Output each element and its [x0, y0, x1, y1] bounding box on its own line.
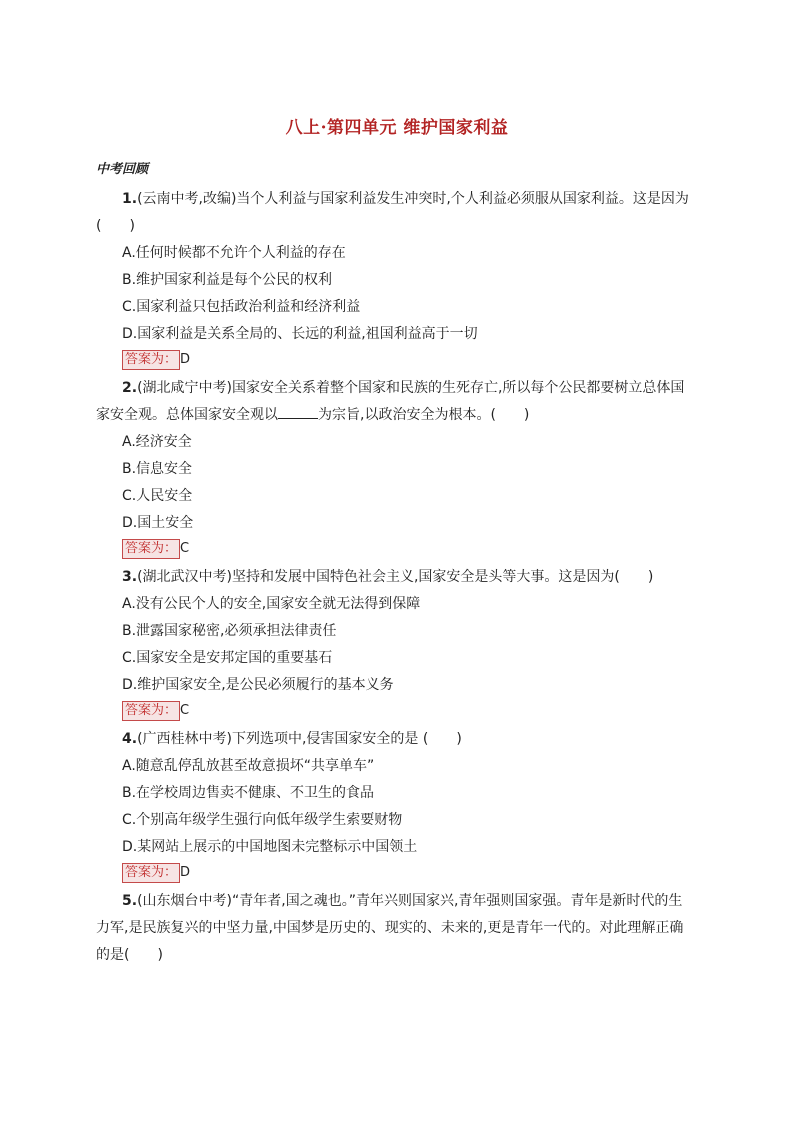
- answer-row: [96, 700, 696, 722]
- question-number: 3.: [122, 569, 138, 585]
- question-text: (广西桂林中考)下列选项中,侵害国家安全的是 ( ): [137, 731, 462, 747]
- option-d: D.维护国家安全,是公民必须履行的基本义务: [122, 677, 394, 693]
- answer-row: [96, 349, 696, 371]
- question-number: 5.: [122, 893, 138, 909]
- option-a: A.任何时候都不允许个人利益的存在: [122, 245, 346, 261]
- option-a: A.经济安全: [122, 434, 192, 450]
- option-c: C.国家安全是安邦定国的重要基石: [122, 650, 333, 666]
- question-stem: [96, 375, 696, 429]
- question-number: 1.: [122, 191, 138, 207]
- option-b: B.信息安全: [122, 461, 193, 477]
- answer-value: D: [180, 865, 191, 880]
- option-d: D.某网站上展示的中国地图未完整标示中国领土: [122, 839, 418, 855]
- option-a: A.没有公民个人的安全,国家安全就无法得到保障: [122, 596, 421, 612]
- option-b: B.维护国家利益是每个公民的权利: [122, 272, 333, 288]
- answer-label: 答案为：: [122, 701, 180, 721]
- question-1: [96, 186, 696, 371]
- question-5: [96, 888, 696, 969]
- option-b: B.泄露国家秘密,必须承担法律责任: [122, 623, 337, 639]
- answer-label: 答案为：: [122, 539, 180, 559]
- page-title: 八上·第四单元 维护国家利益: [285, 118, 509, 138]
- option-b: B.在学校周边售卖不健康、不卫生的食品: [122, 785, 375, 801]
- answer-label: 答案为：: [122, 863, 180, 883]
- question-text: (湖北武汉中考)坚持和发展中国特色社会主义,国家安全是头等大事。这是因为( ): [137, 569, 654, 585]
- question-stem: [96, 726, 696, 753]
- question-text: (云南中考,改编)当个人利益与国家利益发生冲突时,个人利益必须服从国家利益。这是因为( ): [96, 191, 689, 234]
- question-text-after-blank: 为宗旨,以政治安全为根本。( ): [318, 407, 530, 423]
- question-list: [96, 186, 696, 969]
- answer-row: [96, 538, 696, 560]
- fill-in-blank: [278, 404, 318, 419]
- answer-value: D: [180, 352, 191, 367]
- option-c: C.人民安全: [122, 488, 193, 504]
- question-number: 4.: [122, 731, 138, 747]
- question-stem: [96, 186, 696, 240]
- question-3: [96, 564, 696, 722]
- question-text: (山东烟台中考)“青年者,国之魂也。”青年兴则国家兴,青年强则国家强。青年是新时代的生力军,是民族复兴的中坚力量,中国梦是历史的、现实的、未来的,更是青年一代的。对此理解正确的是( ): [96, 893, 684, 963]
- question-number: 2.: [122, 380, 138, 396]
- option-d: D.国土安全: [122, 515, 194, 531]
- section-heading: 中考回顾: [96, 162, 149, 177]
- answer-value: C: [180, 541, 190, 556]
- answer-row: [96, 862, 696, 884]
- option-a: A.随意乱停乱放甚至故意损坏“共享单车”: [122, 758, 375, 774]
- question-stem: [96, 564, 696, 591]
- question-text-before-blank: (湖北咸宁中考)国家安全关系着整个国家和民族的生死存亡,所以每个公民都要树立总体国家安全观。总体国家安全观以: [96, 380, 685, 423]
- option-d: D.国家利益是关系全局的、长远的利益,祖国利益高于一切: [122, 326, 478, 342]
- question-stem: [96, 888, 696, 969]
- option-c: C.个别高年级学生强行向低年级学生索要财物: [122, 812, 403, 828]
- option-c: C.国家利益只包括政治利益和经济利益: [122, 299, 361, 315]
- answer-label: 答案为：: [122, 350, 180, 370]
- question-2: [96, 375, 696, 560]
- answer-value: C: [180, 703, 190, 718]
- question-4: [96, 726, 696, 884]
